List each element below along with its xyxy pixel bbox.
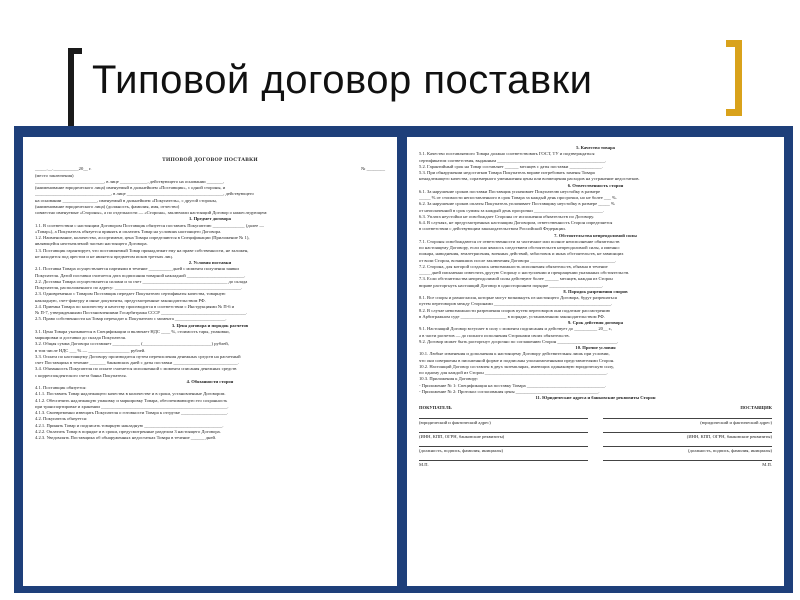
contract-paragraph: 4.2.2. Оплатить Товар в порядке и в сроки, предусмотренные разделом 3 настоящего Договора. — [35, 428, 221, 434]
signature-line — [603, 455, 772, 461]
contract-paragraph: счет Поставщика в течение _______ банковских дней с даты поставки ____________________________. — [35, 360, 239, 365]
contract-paragraph: 5. Качество товара — [576, 145, 615, 150]
contract-paragraph: 8. Порядок разрешения споров — [563, 288, 628, 294]
contract-paragraph: № П-7, утвержденными Постановлениями Госарбитража СССР _____________________________________. — [35, 310, 248, 315]
contract-paragraph: при транспортировке и хранении _______________________________________________________. — [35, 403, 229, 409]
contract-paragraph: 3.1. Цена Товара указывается в Спецификации и включает НДС ____ %, стоимость тары, упаковки, — [35, 328, 230, 334]
contract-paragraph: 2.3. Одновременно с Товаром Поставщик передает Покупателю сертификаты качества, товарную — [35, 291, 226, 297]
contract-paragraph: 8.2. В случае невозможности разрешения споров путем переговоров они подлежат рассмотрению — [419, 307, 611, 313]
contract-page-right — [407, 137, 784, 586]
contract-paragraph: 10.1. Любые изменения и дополнения к настоящему Договору действительны лишь при условии, — [419, 351, 610, 357]
contract-paragraph: сертификатом соответствия, выданным _______________________________________________. — [419, 157, 607, 163]
contract-paragraph: что они совершены в письменной форме и подписаны уполномоченными представителями Сторон. — [419, 357, 615, 363]
contract-paragraph: 9.1. Настоящий Договор вступает в силу с момента подписания и действует до __________ 20__ г., — [419, 326, 613, 332]
contract-paragraph: вправе расторгнуть настоящий Договор в одностороннем порядке _______________________. — [419, 282, 604, 288]
contract-paragraph: Покупателя. Датой поставки считается дата подписания товарной накладной _________________________. — [35, 272, 246, 278]
signature-line — [419, 455, 588, 461]
signature-caption: (должность, подпись, фамилия, инициалы) — [419, 448, 504, 453]
contract-paragraph: 10. Прочие условия — [575, 345, 616, 350]
contract-number: № ________ — [361, 166, 385, 172]
contract-paragraph: 6.4. В случаях, не предусмотренных настоящим Договором, ответственность Сторон определяется — [419, 220, 613, 225]
contract-paragraph: 2.1. Поставка Товара осуществляется партиями в течение __________ дней с момента получения заявки — [35, 266, 239, 272]
signature-caption: (ИНН, КПП, ОГРН, банковские реквизиты) — [419, 433, 505, 439]
contract-paragraph: 3. Цена договора и порядок расчетов — [171, 322, 249, 328]
contract-paragraph: путем переговоров между Сторонами ___________________________________________________. — [419, 301, 613, 307]
contract-paragraph: 4.1. Поставщик обязуется: — [35, 385, 87, 390]
contract-paragraph: 5.1. Качество поставляемого Товара должно соответствовать ГОСТ, ТУ и подтверждаться — [419, 151, 595, 157]
contract-paragraph: а в части расчетов — до полного исполнения Сторонами своих обязательств. — [419, 332, 570, 338]
contract-paragraph: пожара, наводнения, землетрясения, военных действий, забастовок и иных обстоятельств, не зависящих — [419, 251, 624, 257]
contract-paragraph: 4.2.1. Принять Товар и подписать товарную накладную __________________________________. — [35, 422, 224, 428]
signature-caption: (ИНН, КПП, ОГРН, банковские реквизиты) — [686, 433, 772, 439]
contract-paragraph: 3.4. Обязанность Покупателя по оплате считается исполненной с момента списания денежных средств — [35, 366, 237, 372]
contract-paragraph: 6.2. За нарушение сроков оплаты Покупатель уплачивает Поставщику неустойку в размере _____ % — [419, 201, 615, 207]
signature-caption: М.П. — [419, 462, 429, 468]
contract-paragraph: 1.2. Наименование, количество, ассортимент, цена Товара определяются в Спецификации (Приложение № 1), — [35, 235, 250, 240]
contract-paragraph: 4.1.1. Поставить Товар надлежащего качества в количестве и в сроки, установленные Договором. — [35, 391, 226, 397]
contract-paragraph: 2.2. Доставка Товара осуществляется силами и за счет _____________________________________ до склада — [35, 278, 248, 284]
contract-paragraph: _________________________________, в лице __________________________________________, действующего — [35, 191, 254, 197]
contract-paragraph: на основании _______________, именуемый в дальнейшем «Покупатель», с другой стороны, — [35, 197, 217, 203]
contract-paragraph: - Приложение № 1: Спецификация на поставку Товара __________________________________. — [419, 382, 607, 388]
signature-buyer-label: ПОКУПАТЕЛЬ — [419, 405, 452, 411]
contract-paragraph: 2.4. Приемка Товара по количеству и качеству производится в соответствии с Инструкциями № П-6 и — [35, 303, 235, 309]
contract-scan-frame — [14, 126, 793, 593]
signature-caption: (юридический и фактический адрес) — [419, 419, 491, 425]
contract-paragraph: 11. Юридические адреса и банковские реквизиты Сторон — [535, 395, 656, 400]
signature-line — [603, 413, 772, 419]
signature-supplier-label: ПОСТАВЩИК — [740, 405, 772, 411]
contract-paragraph: Покупателя, расположенного по адресу: _______________________________________________________. — [35, 285, 243, 290]
contract-paragraph: (наименование юридического лица) именуемый в дальнейшем «Поставщик», с одной стороны, и — [35, 185, 226, 190]
contract-paragraph: ненадлежащего качества, соразмерного уменьшения цены или возмещения расходов на устранение недостатков. — [419, 176, 640, 182]
contract-paragraph: 9.2. Договор может быть расторгнут досрочно по соглашению Сторон __________________________. — [419, 338, 619, 344]
signature-line — [419, 441, 588, 447]
contract-paragraph: 3.3. Оплата по настоящему Договору производится путем перечисления денежных средств на расчетный — [35, 353, 241, 359]
contract-paragraph: по одному для каждой из Сторон _____________________________________________________. — [419, 370, 608, 375]
contract-paragraph: по настоящему Договору, если оно явилось следствием обстоятельств непреодолимой силы, а именно: — [419, 245, 620, 250]
contract-paragraph: 7.2. Сторона, для которой создалась невозможность исполнения обязательств, обязана в течение — [419, 263, 608, 269]
contract-title: ТИПОВОЙ ДОГОВОР ПОСТАВКИ — [162, 157, 258, 163]
contract-paragraph: от неоплаченной в срок суммы за каждый день просрочки ______________________________. — [419, 207, 604, 213]
contract-paragraph: в Арбитражном суде ____________________ в порядке, установленном законодательством РФ. — [419, 313, 605, 319]
contract-right-text — [419, 145, 772, 401]
contract-paragraph: маркировки и доставки до склада Покупателя. — [35, 335, 126, 340]
contract-paragraph: «Товар»), а Покупатель обязуется принять и оплатить Товар на условиях настоящего Договора. — [35, 228, 222, 234]
contract-paragraph: 6.3. Уплата неустойки не освобождает Стороны от исполнения обязательств по Договору. — [419, 213, 595, 219]
contract-paragraph: 5.2. Гарантийный срок на Товар составляет ______ месяцев с даты поставки ______________. — [419, 163, 603, 169]
contract-paragraph: в том числе НДС ___ % — __________________ рублей. — [35, 347, 146, 353]
contract-paragraph: 1.3. Поставщик гарантирует, что поставляемый Товар принадлежит ему на праве собственности, не заложен, — [35, 247, 249, 253]
contract-paragraph: с корреспондентского счета банка Покупателя. — [35, 372, 127, 378]
contract-paragraph: (наименование юридического лица) (должность, фамилия, имя, отчество) — [35, 203, 180, 209]
contract-paragraph: 4.1.3. Своевременно извещать Покупателя о готовности Товара к отгрузке ____________________. — [35, 410, 229, 415]
contract-paragraph: в соответствии с действующим законодательством Российской Федерации. — [419, 226, 566, 232]
contract-paragraph: 6. Ответственность сторон — [567, 182, 624, 188]
signature-line — [419, 427, 588, 433]
contract-paragraph: (место заключения) — [35, 172, 74, 178]
signature-line — [419, 413, 588, 419]
slide-title: Типовой договор поставки — [92, 58, 593, 102]
contract-paragraph: накладную, счет-фактуру и иные документы, предусмотренные законодательством РФ. — [35, 297, 206, 303]
contract-paragraph: _____ дней письменно известить другую Сторону о наступлении и прекращении указанных обстоятельств. — [419, 270, 630, 275]
contract-paragraph: ______________________________, в лице ____________, действующего на основании _______, — [35, 178, 224, 184]
contract-paragraph: _____ % от стоимости непоставленного в срок Товара за каждый день просрочки, но не более ___ %. — [419, 195, 617, 200]
signature-line — [603, 427, 772, 433]
contract-paragraph: 6.1. За нарушение сроков поставки Поставщик уплачивает Покупателю неустойку в размере — [419, 188, 601, 194]
contract-paragraph: 3.2. Общая сумма Договора составляет ____________ (______________________________) рублей, — [35, 341, 229, 347]
contract-paragraph: 1. Предмет договора — [189, 216, 231, 222]
signature-buyer — [419, 405, 588, 468]
contract-paragraph: 4.2. Покупатель обязуется: — [35, 416, 88, 422]
contract-paragraph: 7.3. Если обстоятельства непреодолимой силы действуют более ______ месяцев, каждая из Сторон — [419, 276, 613, 282]
contract-paragraph: 1.1. В соответствии с настоящим Договором Поставщик обязуется поставить Покупателю ______________ (далее — — [35, 222, 264, 228]
contract-paragraph: 2. Условия поставки — [188, 260, 232, 265]
contract-paragraph: 9. Срок действия договора — [568, 320, 623, 325]
signature-supplier — [603, 405, 772, 468]
contract-paragraph: совместно именуемые «Стороны», а по отдельности — «Сторона», заключили настоящий Договор о нижеследующем: — [35, 210, 268, 215]
contract-paragraph: 2.5. Право собственности на Товар переходит к Покупателю с момента ______________________. — [35, 316, 227, 322]
signature-supplier-lines — [603, 413, 772, 469]
contract-paragraph: 7.1. Стороны освобождаются от ответственности за частичное или полное неисполнение обязательств — [419, 238, 620, 244]
signature-block — [419, 405, 772, 468]
slide-header — [0, 0, 800, 128]
signature-line — [603, 441, 772, 447]
contract-paragraph: 7. Обстоятельства непреодолимой силы — [554, 232, 637, 238]
contract-paragraph: являющейся неотъемлемой частью настоящего Договора. — [35, 241, 148, 247]
right-bracket-decoration — [726, 40, 742, 116]
contract-paragraph: 8.1. Все споры и разногласия, которые могут возникнуть из настоящего Договора, будут разрешаться — [419, 295, 617, 300]
contract-paragraph: от воли Сторон, возникших после заключения Договора _____________________________________. — [419, 257, 617, 263]
signature-caption: (юридический и фактический адрес) — [700, 419, 772, 425]
contract-paragraph: 4.1.2. Обеспечить надлежащую упаковку и маркировку Товара, обеспечивающую его сохранность — [35, 397, 228, 403]
contract-paragraph: 10.2. Настоящий Договор составлен в двух экземплярах, имеющих одинаковую юридическую силу, — [419, 363, 614, 369]
contract-paragraph: не находится под арестом и не является предметом исков третьих лиц. — [35, 253, 173, 259]
signature-caption: М.П. — [762, 462, 772, 468]
signature-caption: (должность, подпись, фамилия, инициалы) — [687, 448, 772, 453]
contract-paragraph: 4.2.3. Уведомлять Поставщика об обнаруженных недостатках Товара в течение ______ дней. — [35, 435, 217, 440]
contract-paragraph: - Приложение № 2: Протокол согласования цены ____________________________________. — [419, 388, 600, 394]
signature-buyer-lines — [419, 413, 588, 469]
contract-page-left — [23, 137, 397, 586]
contract-left-text — [35, 173, 385, 442]
contract-paragraph: 5.3. При обнаружении недостатков Товара Покупатель вправе потребовать замены Товара — [419, 170, 595, 175]
contract-paragraph: 10.3. Приложения к Договору: — [419, 376, 479, 382]
contract-date: _____.__.___________20__ г. — [35, 166, 92, 172]
contract-paragraph: 4. Обязанности сторон — [186, 378, 234, 384]
